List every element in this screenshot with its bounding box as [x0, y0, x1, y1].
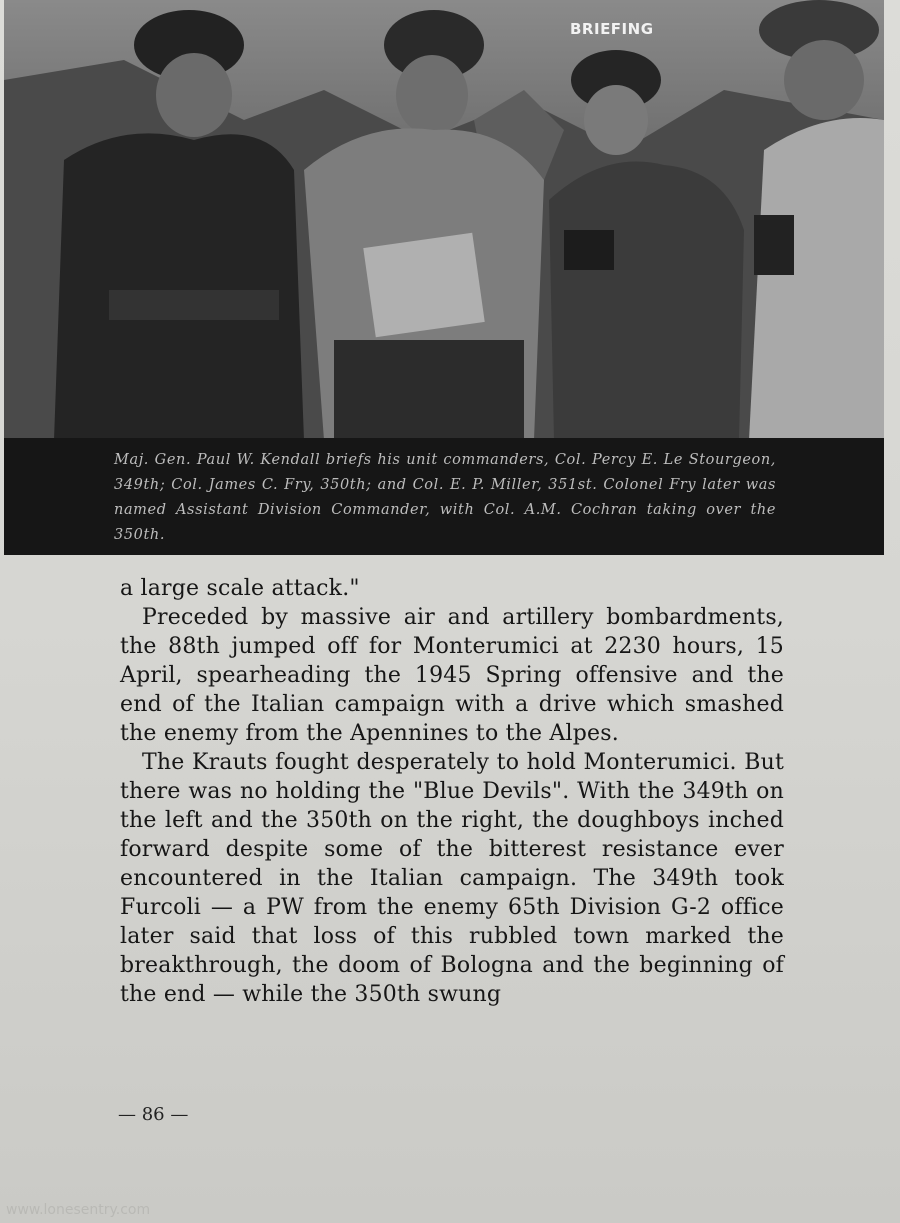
photo-caption: Maj. Gen. Paul W. Kendall briefs his unit commanders, Col. Percy E. Le Stourgeon, 349th; Col. James C. Fry, 350th; and Col. E. P. Miller, 351st. Colonel Fry later was named Assistant Division Commander, with Col. A.M. Cochran taking over the 350th.: [114, 452, 776, 543]
watermark: www.lonesentry.com: [6, 1202, 151, 1218]
page-number: — 86 —: [118, 1104, 189, 1125]
briefing-photo: [4, 0, 884, 555]
soldiers-photograph: [4, 0, 884, 440]
article-body: [120, 574, 784, 1009]
paragraph-continuation: a large scale attack.": [120, 576, 360, 601]
paragraph-monterumici: The Krauts fought desperately to hold Monterumici. But there was no holding the "Blue Devils". With the 349th on the left and the 350th on the right, the doughboys inched forward despite some of the bitterest resistance ever encountered in the Italian campaign. The 349th took Furcoli — a PW from the enemy 65th Division G-2 office later said that loss of this rubbled town marked the breakthrough, the doom of Bologna and the beginning of the end — while the 350th swung: [120, 750, 784, 1007]
photo-caption-band: [4, 438, 884, 555]
paragraph-offensive: Preceded by massive air and artillery bombardments, the 88th jumped off for Monterumici at 2230 hours, 15 April, spearheading the 1945 Spring offensive and the end of the Italian campaign with a drive which smashed the enemy from the Apennines to the Alpes.: [120, 605, 784, 746]
photo-header-label: BRIEFING: [570, 20, 654, 38]
